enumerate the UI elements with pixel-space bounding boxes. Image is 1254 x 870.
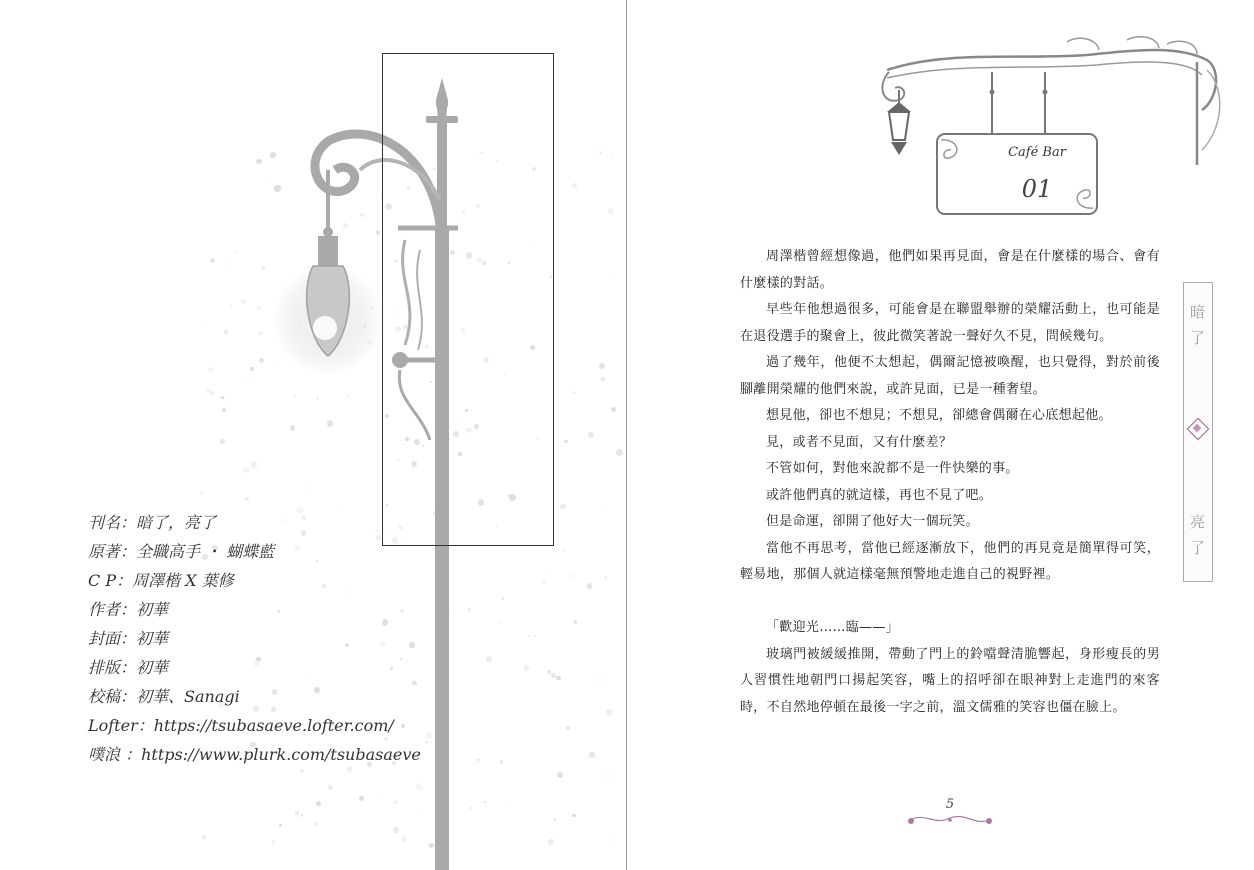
credit-plurk-link[interactable]: 噗浪 ：https://www.plurk.com/tsubasaeve xyxy=(88,745,421,764)
credit-proofreading: 校稿：初華、Sanagi xyxy=(88,687,240,706)
scene-break xyxy=(740,589,1160,616)
credit-cover: 封面：初華 xyxy=(88,629,169,648)
sign-title: Café Bar xyxy=(1008,145,1066,160)
credit-pairing: C P：周澤楷 X 葉修 xyxy=(88,571,234,590)
paragraph: 但是命運，卻開了他好大一個玩笑。 xyxy=(766,514,979,529)
paragraph: 周澤楷曾經想像過，他們如果再見面，會是在什麼樣的場合、會有什麼樣的對話。 xyxy=(740,249,1160,291)
paragraph: 見，或者不見面，又有什麼差？ xyxy=(766,434,953,450)
paragraph: 或許他們真的就這樣，再也不見了吧。 xyxy=(766,487,993,503)
dialogue-line: 「歡迎光……臨——」 xyxy=(766,620,899,635)
colophon-credits xyxy=(88,508,448,769)
chapter-side-tab xyxy=(1183,282,1213,582)
paragraph: 早些年他想過很多，可能會是在聯盟舉辦的榮耀活動上，也可能是在退役選手的聚會上，彼此微笑著說一聲好久不見，問候幾句。 xyxy=(740,302,1160,344)
left-page xyxy=(0,0,626,870)
paragraph: 當他不再思考，當他已經逐漸放下，他們的再見竟是簡單得可笑，輕易地，那個人就這樣毫無預警地走進自己的視野裡。 xyxy=(740,540,1160,582)
chapter-number: 01 xyxy=(1021,175,1053,203)
right-page xyxy=(627,0,1254,870)
side-tab-bottom-char-1: 亮 xyxy=(1189,513,1205,531)
credit-original-work: 原著：全職高手 ・ 蝴蝶藍 xyxy=(88,542,275,561)
page-number: 5 xyxy=(945,797,955,812)
flourish-ornament-icon xyxy=(905,810,995,830)
paragraph: 過了幾年，他便不太想起，偶爾記憶被喚醒，也只覺得，對於前後腳離開榮耀的他們來說，或許見面，已是一種奢望。 xyxy=(740,355,1160,397)
credit-lofter-link[interactable]: Lofter：https://tsubasaeve.lofter.com/ xyxy=(88,716,394,735)
side-tab-bottom-char-2: 了 xyxy=(1189,539,1205,557)
credit-title: 刊名：暗了，亮了 xyxy=(88,513,217,532)
paragraph: 想見他，卻也不想見；不想見，卻總會偶爾在心底想起他。 xyxy=(766,408,1112,423)
chapter-body xyxy=(740,244,1160,721)
paragraph: 玻璃門被緩緩推開，帶動了門上的鈴噹聲清脆響起，身形瘦長的男人習慣性地朝門口揚起笑容，嘴上的招呼卻在眼神對上走進門的來客時，不自然地停頓在最後一字之前，溫文儒雅的笑容也僵在臉上。 xyxy=(740,646,1160,715)
side-tab-top-char-1: 暗 xyxy=(1189,303,1205,321)
credit-layout: 排版：初華 xyxy=(88,658,169,677)
credit-author: 作者：初華 xyxy=(88,600,169,619)
decorative-frame xyxy=(382,53,554,546)
side-tab-top-char-2: 了 xyxy=(1189,329,1205,347)
paragraph: 不管如何，對他來說都不是一件快樂的事。 xyxy=(766,461,1019,476)
